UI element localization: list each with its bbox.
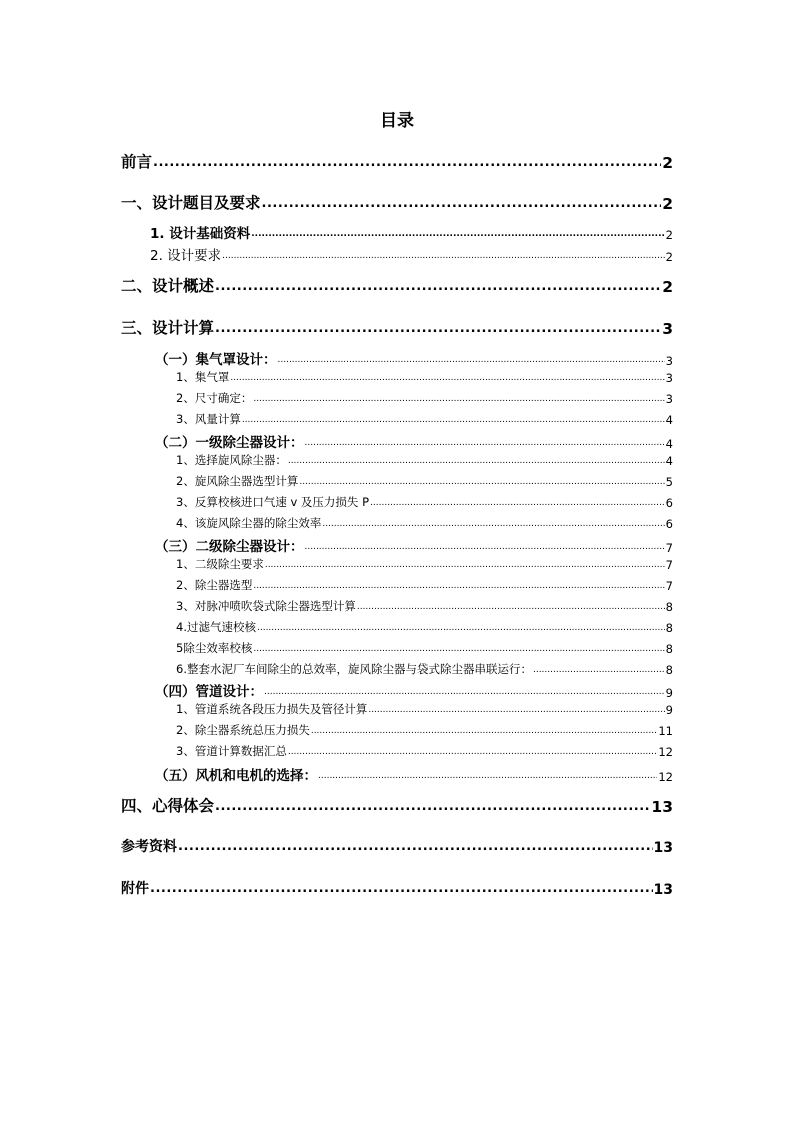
toc-entry-1-2[interactable] xyxy=(150,244,673,264)
toc-entry-preface[interactable] xyxy=(121,150,673,172)
toc-leader-dots xyxy=(215,800,650,816)
toc-entry-page: 8 xyxy=(665,642,673,656)
toc-entry-3-3-3[interactable] xyxy=(176,598,673,614)
toc-leader-dots xyxy=(278,356,665,368)
toc-entry-label: 2、除尘器选型 xyxy=(176,578,253,592)
toc-leader-dots xyxy=(368,706,664,717)
toc-leader-dots xyxy=(230,374,664,385)
toc-entry-page: 8 xyxy=(665,663,673,677)
toc-entry-chapter-1[interactable] xyxy=(121,191,673,213)
toc-entry-label: 2、旋风除尘器选型计算 xyxy=(176,474,299,488)
toc-entry-label: 3、管道计算数据汇总 xyxy=(176,744,287,758)
toc-leader-dots xyxy=(251,230,664,242)
toc-entry-3-4-3[interactable] xyxy=(176,743,673,759)
toc-entry-label: 1、二级除尘要求 xyxy=(176,557,264,571)
toc-entry-page: 3 xyxy=(662,320,673,338)
toc-entry-label: 3、反算校核进口气速 v 及压力损失 P xyxy=(176,495,370,509)
toc-entry-page: 6 xyxy=(665,517,673,531)
toc-entry-3-2-4[interactable] xyxy=(176,515,673,531)
toc-entry-label: 3、风量计算 xyxy=(176,412,241,426)
toc-entry-3-3[interactable] xyxy=(155,535,673,555)
toc-entry-page: 8 xyxy=(665,621,673,635)
toc-entry-page: 4 xyxy=(665,413,673,427)
toc-leader-dots xyxy=(288,748,658,759)
toc-entry-page: 8 xyxy=(665,600,673,614)
toc-entry-page: 2 xyxy=(662,154,673,172)
toc-entry-label: 3、对脉冲喷吹袋式除尘器选型计算 xyxy=(176,599,356,613)
toc-entry-label: （五）风机和电机的选择： xyxy=(155,768,317,784)
toc-entry-page: 11 xyxy=(658,724,673,738)
toc-entry-1-1[interactable] xyxy=(150,222,673,242)
toc-entry-page: 7 xyxy=(665,579,673,593)
toc-leader-dots xyxy=(153,156,661,172)
toc-entry-page: 5 xyxy=(665,475,673,489)
toc-entry-label: （一）集气罩设计： xyxy=(155,352,277,368)
toc-leader-dots xyxy=(262,197,662,213)
toc-leader-dots xyxy=(264,688,665,700)
toc-entry-3-1-3[interactable] xyxy=(176,411,673,427)
toc-entry-label: 1、集气罩 xyxy=(176,370,230,384)
toc-entry-label: （二）一级除尘器设计： xyxy=(155,435,304,451)
toc-entry-chapter-4[interactable] xyxy=(121,794,673,816)
toc-entry-label: 二、设计概述 xyxy=(121,277,215,295)
toc-entry-page: 13 xyxy=(653,840,673,856)
toc-entry-page: 3 xyxy=(665,371,673,385)
toc-entry-chapter-3[interactable] xyxy=(121,316,673,338)
toc-leader-dots xyxy=(257,624,665,635)
toc-entry-page: 12 xyxy=(658,745,673,759)
toc-entry-3-4-1[interactable] xyxy=(176,701,673,717)
toc-leader-dots xyxy=(222,252,665,264)
toc-leader-dots xyxy=(370,499,665,510)
toc-entry-appendix[interactable] xyxy=(121,878,673,898)
toc-leader-dots xyxy=(215,322,661,338)
toc-entry-label: 四、心得体会 xyxy=(121,797,215,815)
toc-leader-dots xyxy=(322,520,664,531)
toc-entry-label: 4、该旋风除尘器的除尘效率 xyxy=(176,516,322,530)
toc-entry-label: 一、设计题目及要求 xyxy=(121,194,261,212)
toc-leader-dots xyxy=(357,603,665,614)
toc-entry-page: 7 xyxy=(665,541,673,555)
toc-leader-dots xyxy=(150,882,653,898)
toc-entry-page: 2 xyxy=(665,228,673,242)
toc-entry-page: 9 xyxy=(665,686,673,700)
toc-entry-3-2-1[interactable] xyxy=(176,452,673,468)
toc-entry-label: 2、除尘器系统总压力损失 xyxy=(176,723,310,737)
toc-entry-page: 9 xyxy=(665,703,673,717)
toc-entry-page: 4 xyxy=(665,437,673,451)
toc-entry-page: 2 xyxy=(665,250,673,264)
toc-entry-page: 12 xyxy=(658,770,673,784)
toc-entry-label: 2. 设计要求 xyxy=(150,248,222,264)
toc-entry-3-2[interactable] xyxy=(155,431,673,451)
toc-entry-page: 13 xyxy=(653,882,673,898)
toc-leader-dots xyxy=(215,280,661,296)
toc-leader-dots xyxy=(305,439,665,451)
toc-leader-dots xyxy=(318,772,657,784)
toc-entry-3-4-2[interactable] xyxy=(176,722,673,738)
toc-entry-chapter-2[interactable] xyxy=(121,274,673,296)
toc-entry-page: 2 xyxy=(662,278,673,296)
toc-entry-label: （四）管道设计： xyxy=(155,684,263,700)
toc-entry-3-3-6[interactable] xyxy=(176,661,673,677)
toc-leader-dots xyxy=(253,395,664,406)
toc-entry-page: 13 xyxy=(651,798,673,816)
toc-leader-dots xyxy=(242,416,665,427)
toc-leader-dots xyxy=(178,840,653,856)
toc-entry-page: 3 xyxy=(665,392,673,406)
toc-leader-dots xyxy=(533,666,665,677)
toc-leader-dots xyxy=(288,457,665,468)
toc-entry-label: 1. 设计基础资料 xyxy=(150,226,251,242)
toc-entry-3-3-2[interactable] xyxy=(176,577,673,593)
toc-entry-references[interactable] xyxy=(121,836,673,856)
toc-entry-label: 附件 xyxy=(121,881,149,897)
toc-entry-3-1-1[interactable] xyxy=(176,369,673,385)
toc-entry-label: 前言 xyxy=(121,153,153,171)
toc-leader-dots xyxy=(253,582,664,593)
toc-entry-label: 2、尺寸确定： xyxy=(176,391,253,405)
toc-entry-3-3-4[interactable] xyxy=(176,619,673,635)
toc-title: 目录 xyxy=(380,111,414,131)
toc-entry-3-3-5[interactable] xyxy=(176,640,673,656)
toc-entry-label: 4.过滤气速校核 xyxy=(176,620,256,634)
toc-entry-3-4[interactable] xyxy=(155,680,673,700)
toc-entry-3-2-2[interactable] xyxy=(176,473,673,489)
toc-entry-label: 6.整套水泥厂车间除尘的总效率，旋风除尘器与袋式除尘器串联运行： xyxy=(176,662,532,676)
toc-entry-label: 参考资料 xyxy=(121,839,177,855)
toc-entry-label: 1、管道系统各段压力损失及管径计算 xyxy=(176,702,368,716)
toc-entry-page: 3 xyxy=(665,354,673,368)
toc-entry-3-1[interactable] xyxy=(155,348,673,368)
toc-entry-page: 7 xyxy=(665,558,673,572)
toc-entry-label: 5除尘效率校核 xyxy=(176,641,253,655)
toc-entry-label: 1、选择旋风除尘器： xyxy=(176,453,287,467)
toc-entry-3-5[interactable] xyxy=(155,764,673,784)
toc-entry-page: 6 xyxy=(665,496,673,510)
toc-entry-page: 2 xyxy=(662,195,673,213)
toc-leader-dots xyxy=(253,645,664,656)
toc-leader-dots xyxy=(265,561,665,572)
toc-entry-page: 4 xyxy=(665,454,673,468)
toc-leader-dots xyxy=(311,727,658,738)
toc-entry-label: 三、设计计算 xyxy=(121,319,215,337)
toc-entry-3-2-3[interactable] xyxy=(176,494,673,510)
toc-leader-dots xyxy=(299,478,664,489)
toc-leader-dots xyxy=(305,543,665,555)
toc-entry-label: （三）二级除尘器设计： xyxy=(155,539,304,555)
toc-entry-3-1-2[interactable] xyxy=(176,390,673,406)
toc-entry-3-3-1[interactable] xyxy=(176,556,673,572)
